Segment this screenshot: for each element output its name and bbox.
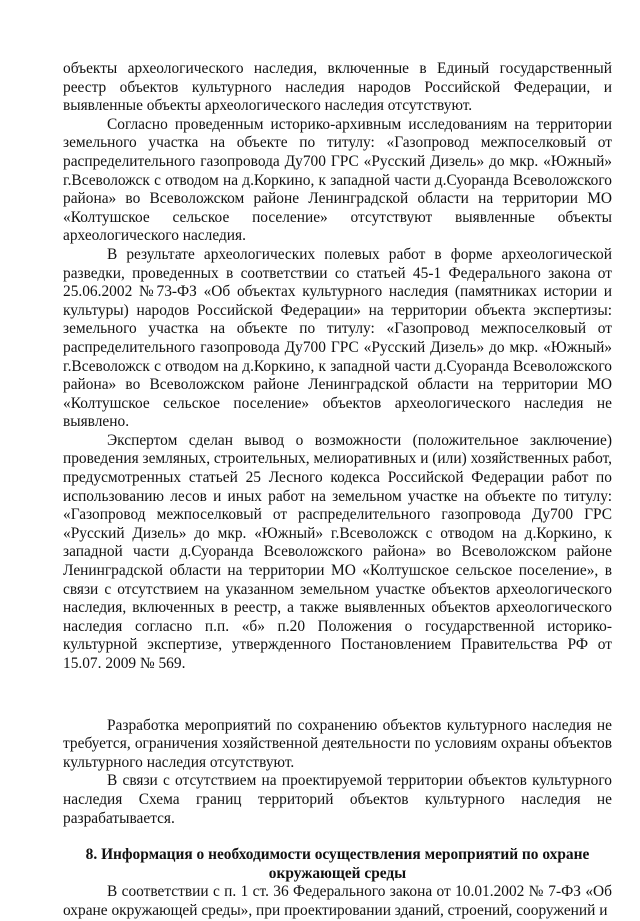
paragraph-expert-conclusion: Экспертом сделан вывод о возможности (положительное заключение) проведения земляных, строительных, мелиоративных и (или) хозяйственных работ, предусмотренных статьей 25 Лесного кодекса Российской Федерации работ по использованию лесов и иных работ на земельном участке на объекте по титулу: «Газопровод межпоселковый от распределительного газопровода Ду700 ГРС «Русский Дизель» до мкр. «Южный» г.Всеволожск с отводом на д.Коркино, к западной части д.Суоранда Всеволожского района» во Всеволожском районе Ленинградской области на территории МО «Колтушское сельское поселение», в связи с отсутствием на указанном земельном участке объектов археологического наследия, включенных в реестр, а также выявленных объектов археологического наследия согласно п.п. «б» п.20 Положения о государственной историко-культурной экспертизе, утвержденного Постановлением Правительства РФ от 15.07. 2009 № 569. [63,431,612,672]
spacer [63,674,612,717]
paragraph-no-boundary-scheme: В связи с отсутствием на проектируемой территории объектов культурного наследия Схема границ территорий объектов культурного наследия не разрабатывается. [63,772,612,827]
section-heading-line-2: окружающей среды [268,864,407,882]
document-page [63,60,612,921]
section-heading-line-1: 8. Информация о необходимости осуществления мероприятий по охране [85,846,590,864]
spacer [63,828,612,846]
section-heading [63,846,612,883]
paragraph-archive-research: Согласно проведенным историко-архивным исследованиям на территории земельного участка на объекте по титулу: «Газопровод межпоселковый от распределительного газопровода Ду700 ГРС «Русский Дизель» до мкр. «Южный» г.Всеволожск с отводом на д.Коркино, к западной части д.Суоранда Всеволожского района» во Всеволожском районе Ленинградской области на территории МО «Колтушское сельское поселение» отсутствуют выявленные объекты археологического наследия. [63,115,612,245]
paragraph-no-measures-required: Разработка мероприятий по сохранению объектов культурного наследия не требуется, ограничения хозяйственной деятельности по условиям охраны объектов культурного наследия отсутствуют. [63,716,612,771]
paragraph-environmental-law: В соответствии с п. 1 ст. 36 Федерального закона от 10.01.2002 № 7-ФЗ «Об охране окружающей среды», при проектировании зданий, строений, сооружений и [63,883,612,919]
paragraph-archaeological-heritage-absent: объекты археологического наследия, включенные в Единый государственный реестр объектов культурного наследия народов Российской Федерации, и выявленные объекты археологического наследия отсутствуют. [63,60,612,115]
paragraph-field-survey-results: В результате археологических полевых работ в форме археологической разведки, проведенных в соответствии со статьей 45-1 Федерального закона от 25.06.2002 №73-ФЗ «Об объектах культурного наследия (памятниках истории и культуры) народов Российской Федерации» на территории объекта экспертизы: земельного участка на объекте по титулу: «Газопровод межпоселковый от распределительного газопровода Ду700 ГРС «Русский Дизель» до мкр. «Южный» г.Всеволожск с отводом на д.Коркино, к западной части д.Суоранда Всеволожского района» во Всеволожском районе Ленинградской области на территории МО «Колтушское сельское поселение» объектов археологического наследия не выявлено. [63,245,612,431]
